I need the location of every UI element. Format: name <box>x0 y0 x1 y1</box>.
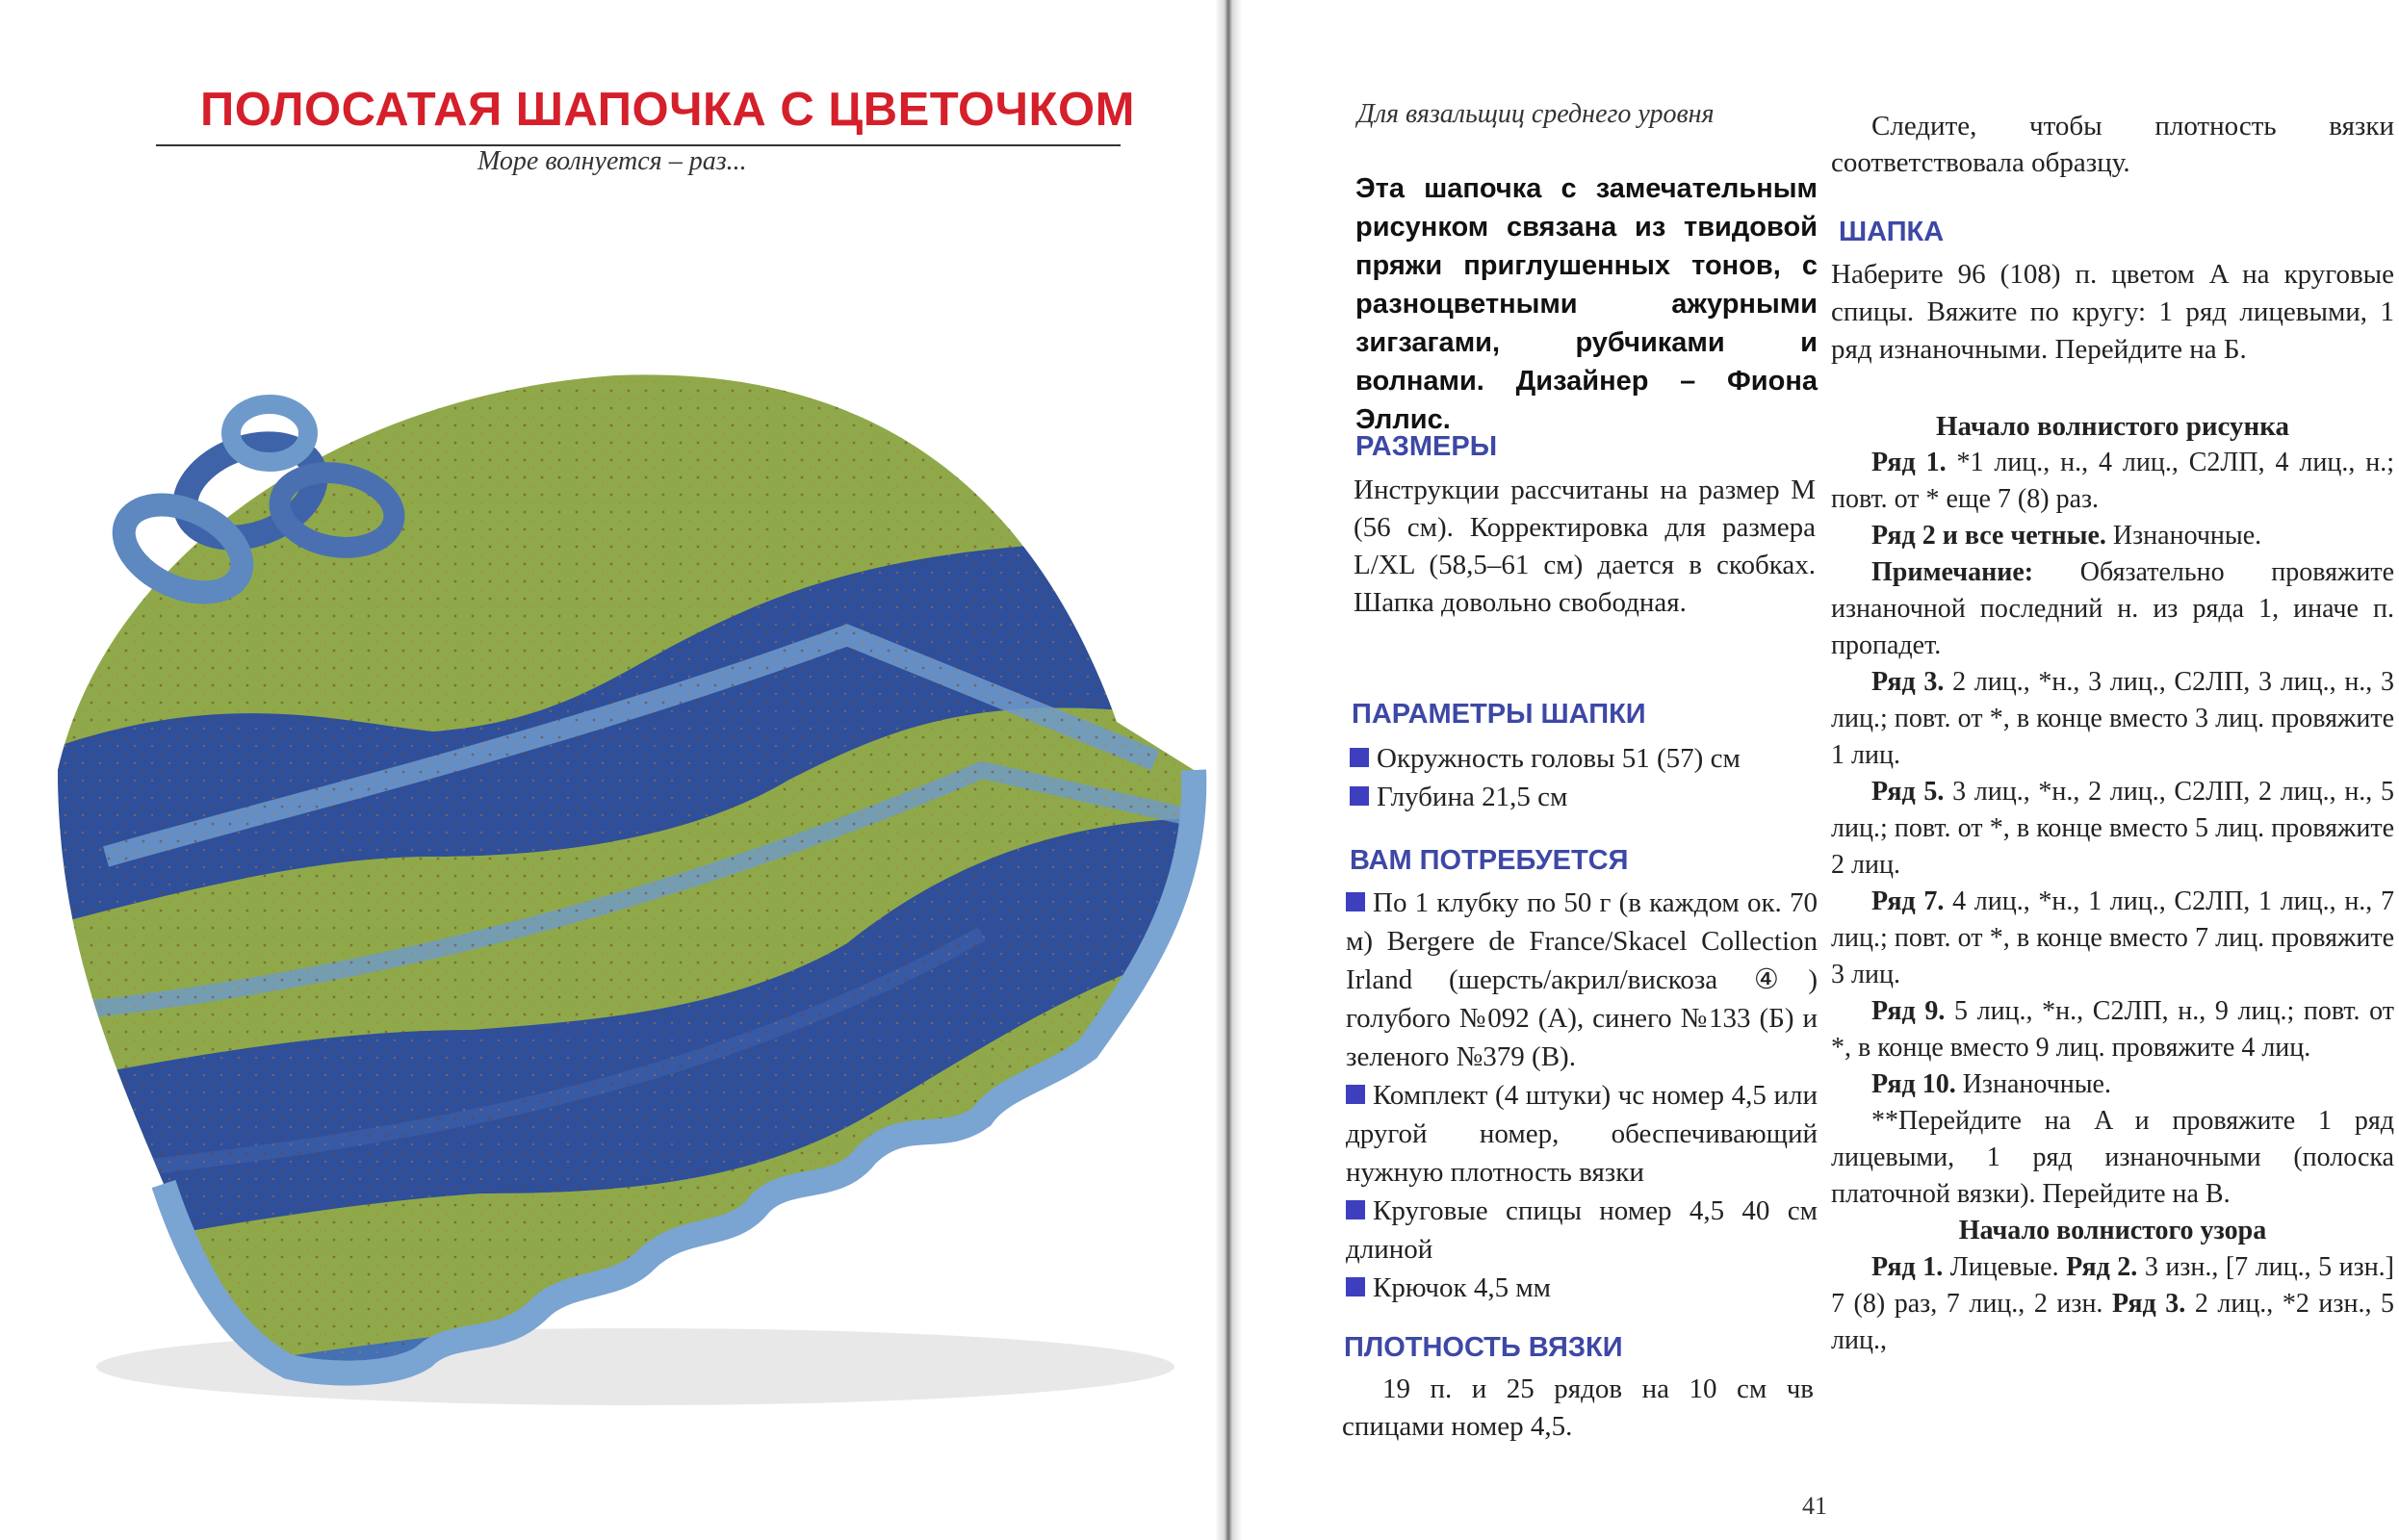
note: Примечание: Обязательно провяжите изнаночной последний н. из ряда 1, иначе п. пропадет. <box>1831 557 2394 660</box>
pattern-rows-1-3: Ряд 1. Лицевые. Ряд 2. 3 изн., [7 лиц., 5 изн.] 7 (8) раз, 7 лиц., 2 изн. Ряд 3. 2 лиц., *2 изн., 5 лиц., <box>1831 1252 2394 1355</box>
bullet-icon <box>1346 1085 1365 1104</box>
hat-heading: ШАПКА <box>1839 217 1945 247</box>
list-item: Глубина 21,5 см <box>1350 778 1821 816</box>
cast-on-text: Наберите 96 (108) п. цветом A на круговые спицы. Вяжите по кругу: 1 ряд лицевыми, 1 ряд изнаночными. Перейдите на Б. <box>1831 259 2394 365</box>
params-heading: ПАРАМЕТРЫ ШАПКИ <box>1352 699 1646 730</box>
book-gutter <box>1215 0 1242 1540</box>
list-item: По 1 клубку по 50 г (в каждом ок. 70 м) Bergere de France/Skacel Collection Irland (шерсть/акрил/вискоза ④) голубого №092 (A), синего №133 (Б) и зеленого №379 (В). <box>1346 887 1818 1072</box>
pattern-rows <box>1831 445 2394 1359</box>
list-item: Окружность головы 51 (57) см <box>1350 739 1821 778</box>
bullet-icon <box>1346 1277 1365 1296</box>
list-item: Крючок 4,5 мм <box>1346 1269 1818 1307</box>
list-item: Комплект (4 штуки) чс номер 4,5 или другой номер, обеспечивающий нужную плотность вязки <box>1346 1080 1818 1188</box>
switch-color-text: **Перейдите на A и провяжите 1 ряд лицевыми, 1 ряд изнаночными (полоска платочной вязки). Перейдите на В. <box>1831 1106 2394 1209</box>
row-10: Ряд 10. Изнаночные. <box>1871 1069 2111 1099</box>
row-9: Ряд 9. 5 лиц., *н., С2ЛП, н., 9 лиц.; повт. от *, в конце вместо 9 лиц. провяжите 4 лиц. <box>1831 996 2395 1063</box>
bullet-icon <box>1346 892 1365 911</box>
list-item: Круговые спицы номер 4,5 40 см длиной <box>1346 1195 1818 1265</box>
row-7: Ряд 7. 4 лиц., *н., 1 лиц., С2ЛП, 1 лиц., н., 7 лиц.; повт. от *, в конце вместо 7 лиц. провяжите 3 лиц. <box>1831 886 2394 989</box>
gauge-note: Следите, чтобы плотность вязки соответствовала образцу. <box>1831 111 2394 178</box>
page-title: ПОЛОСАТАЯ ШАПОЧКА С ЦВЕТОЧКОМ <box>200 84 1135 136</box>
row-2: Ряд 2 и все четные. Изнаночные. <box>1871 521 2262 551</box>
page-subtitle: Море волнуется – раз... <box>477 146 747 176</box>
knitted-hat-photo <box>19 318 1213 1415</box>
gauge-heading: ПЛОТНОСТЬ ВЯЗКИ <box>1344 1332 1623 1363</box>
sizes-heading: РАЗМЕРЫ <box>1355 431 1498 462</box>
materials-heading: ВАМ ПОТРЕБУЕТСЯ <box>1350 845 1629 876</box>
gauge-text: 19 п. и 25 рядов на 10 см чв спицами номер 4,5. <box>1342 1373 1814 1442</box>
row-1: Ряд 1. *1 лиц., н., 4 лиц., С2ЛП, 4 лиц., н.; повт. от * еще 7 (8) раз. <box>1831 448 2394 514</box>
params-list <box>1350 739 1821 816</box>
right-page <box>1242 0 2399 1540</box>
bullet-icon <box>1346 1200 1365 1219</box>
skill-level: Для вязальщиц среднего уровня <box>1357 99 1715 129</box>
pattern-start-heading: Начало волнистого узора <box>1958 1216 2267 1245</box>
sizes-text: Инструкции рассчитаны на размер M (56 см). Корректировка для размера L/XL (58,5–61 см) дается в скобках. Шапка довольно свободная. <box>1354 475 1816 618</box>
row-3: Ряд 3. 2 лиц., *н., 3 лиц., С2ЛП, 3 лиц., н., 3 лиц.; повт. от *, в конце вместо 3 лиц. провяжите 1 лиц. <box>1831 667 2394 770</box>
intro-text: Эта шапочка с замечательным рисунком связана из твидовой пряжи приглушенных тонов, с разноцветными ажурными зигзагами, рубчиками и волнами. Дизайнер – Фиона Эллис. <box>1355 173 1818 435</box>
page-number: 41 <box>1802 1492 1827 1520</box>
materials-list <box>1346 884 1818 1307</box>
row-5: Ряд 5. 3 лиц., *н., 2 лиц., С2ЛП, 2 лиц., н., 5 лиц.; повт. от *, в конце вместо 5 лиц. провяжите 2 лиц. <box>1831 777 2394 880</box>
wave-start-heading: Начало волнистого рисунка <box>1935 411 2290 442</box>
bullet-icon <box>1350 748 1369 767</box>
bullet-icon <box>1350 786 1369 806</box>
